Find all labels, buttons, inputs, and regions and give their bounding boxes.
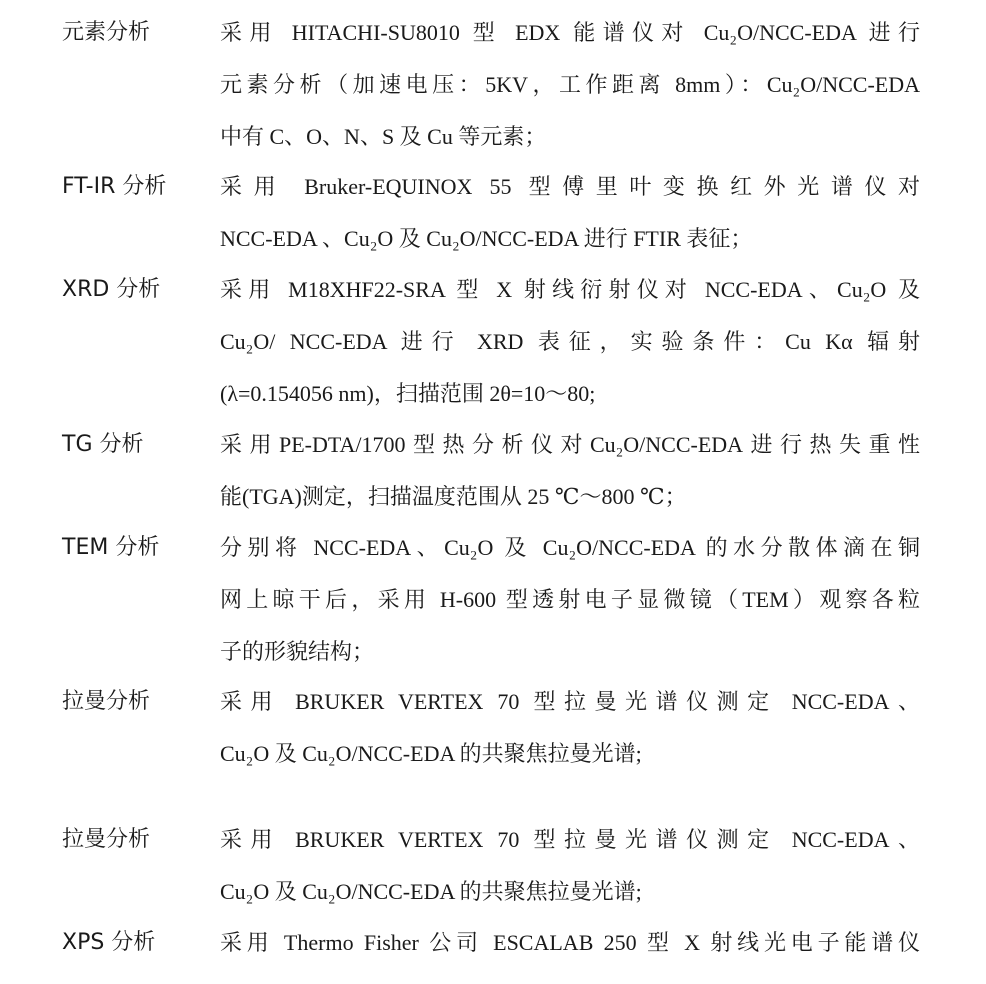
text-line: 能(TGA)测定，扫描温度范围从 25 ℃～800 ℃； [220, 484, 687, 509]
entry-label: 拉曼分析 [62, 689, 151, 714]
entry-label: 拉曼分析 [62, 827, 151, 852]
entry-label: XPS 分析 [62, 930, 156, 955]
text-line: 采用 BRUKER VERTEX 70 型拉曼光谱仪测定 NCC-EDA、 [220, 689, 920, 714]
entry-label: 元素分析 [62, 20, 151, 45]
entry-label: TG 分析 [62, 432, 144, 457]
text-line: 采用 HITACHI-SU8010 型 EDX 能谱仪对 Cu₂O/NCC-EDA 进行 [220, 20, 920, 45]
text-line: 分别将 NCC-EDA、Cu₂O 及 Cu₂O/NCC-EDA 的水分散体滴在铜 [220, 535, 920, 560]
entry-label: TEM 分析 [62, 535, 160, 560]
entry-body [220, 20, 920, 176]
text-line: 采用 M18XHF22-SRA 型 X 射线衍射仪对 NCC-EDA、Cu₂O 及 [220, 277, 920, 302]
text-line: 网上晾干后，采用 H-600 型透射电子显微镜（TEM）观察各粒 [220, 587, 920, 612]
text-line: Cu₂O 及 Cu₂O/NCC-EDA 的共聚焦拉曼光谱; [220, 741, 642, 766]
entry-label: FT-IR 分析 [62, 174, 167, 199]
entry-body [220, 535, 920, 691]
text-line: 采用 Thermo Fisher 公司 ESCALAB 250 型 X 射线光电子能谱仪 [220, 930, 920, 955]
text-line: 采用 Bruker-EQUINOX 55 型傅里叶变换红外光谱仪对 [220, 174, 920, 199]
text-line: Cu₂O/ NCC-EDA 进行 XRD 表征，实验条件：Cu Kα 辐射 [220, 329, 920, 354]
text-line: Cu₂O 及 Cu₂O/NCC-EDA 的共聚焦拉曼光谱; [220, 879, 642, 904]
entry-body [220, 930, 920, 982]
text-line: NCC-EDA 、Cu₂O 及 Cu₂O/NCC-EDA 进行 FTIR 表征； [220, 226, 753, 251]
text-line: 中有 C、O、N、S 及 Cu 等元素； [220, 124, 547, 149]
text-line: (λ=0.154056 nm)，扫描范围 2θ=10～80; [220, 381, 596, 406]
entry-body [220, 689, 920, 793]
text-line: 子的形貌结构； [220, 639, 375, 664]
text-line: 元素分析（加速电压：5KV，工作距离 8mm）：Cu₂O/NCC-EDA [220, 72, 920, 97]
entry-body [220, 432, 920, 536]
text-line: 采用PE-DTA/1700型热分析仪对Cu₂O/NCC-EDA进行热失重性 [220, 432, 920, 457]
text-line: 采用 BRUKER VERTEX 70 型拉曼光谱仪测定 NCC-EDA、 [220, 827, 920, 852]
entry-body [220, 827, 920, 931]
entry-body [220, 277, 920, 433]
entry-label: XRD 分析 [62, 277, 161, 302]
entry-body [220, 174, 920, 278]
